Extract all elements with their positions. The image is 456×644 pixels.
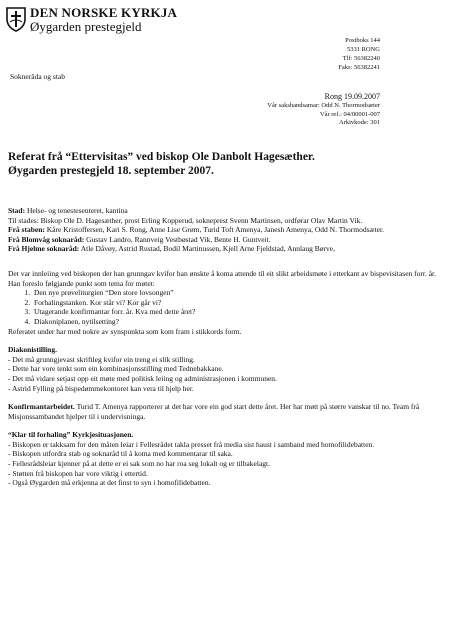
konfirmant-heading: Konfirmantarbeidet. — [8, 402, 75, 412]
agenda-item: 1. Den nye prøveliturgien “Den store lovsongen” — [32, 288, 448, 298]
agenda-item: 4. Diakoniplanen, nytilsetting? — [32, 317, 448, 327]
org-subtitle: Øygarden prestegjeld — [30, 19, 142, 34]
place-label: Stad: — [8, 206, 26, 215]
diakoni-item: - Det må grunngjevast skriftleg kvifor ein treng ei slik stilling. — [8, 354, 195, 364]
address-line: Faks: 56382241 — [338, 64, 380, 71]
spacer — [8, 393, 448, 402]
title-line: Øygarden prestegjeld 18. september 2007. — [8, 165, 214, 177]
place-line — [8, 206, 448, 216]
address-line: Tlf: 56382240 — [342, 55, 380, 62]
present-value: Biskop Ole D. Hagesæther, prost Erling Kopperud, sokneprest Svenn Martinsen, ordførar Olav Martin Vik. — [38, 215, 363, 225]
diakoni-heading: Diakonistilling. — [8, 345, 57, 355]
konfirmant-text: Turid T. Amenya rapporterer at det har vore ein god start dette året. Her har møtt på større vanskar til no. Team frå Misjonssambandet hjelper til i undervisninga. — [8, 402, 420, 421]
address-line: 5331 RONG — [346, 46, 380, 53]
org-name: DEN NORSKE KYRKJA — [30, 5, 178, 20]
hjelme-label: Frå Hjelme soknaråd: — [8, 244, 80, 254]
agenda-item: 2. Forhalingstanken. Kor står vi? Kor går vi? — [32, 298, 448, 308]
document-body — [8, 206, 448, 488]
forhaling-item: - Biskopen utfordra stab og soknaråd til å koma med kommentarar til saka. — [8, 449, 233, 459]
diakoni-item: - Astrid Fylling på bispedømmekontoret kan vera til hjelp her. — [8, 383, 194, 393]
meta-block — [267, 92, 380, 128]
blomvag-label: Frå Blomvåg soknaråd: — [8, 234, 85, 244]
hjelme-line — [8, 244, 448, 254]
forhaling-item: - Biskopen er takksam for den måten leiar i Fellesrådet takla presset frå media sist haust i samband med homofilidebatten. — [8, 439, 375, 449]
blomvag-line — [8, 235, 448, 245]
intro-closing: Referatet under har med nokre av synspunkta som kom fram i stikkords form. — [8, 326, 242, 336]
staff-label: Frå staben: — [8, 225, 45, 235]
reference: Vår ref.: 04/00001-007 — [319, 110, 380, 118]
diakoni-item: - Dette har vore tenkt som ein kombinasjonsstilling med Tednebakkane. — [8, 364, 224, 374]
spacer — [8, 421, 448, 430]
title-line: Referat frå “Ettervisitas” ved biskop Ole Danbolt Hagesæther. — [8, 151, 315, 163]
agenda-list — [8, 288, 448, 326]
address-line: Postboks 144 — [345, 37, 380, 44]
forhaling-item: - Støtten frå biskopen har vore viktig i ettertid. — [8, 468, 148, 478]
staff-line — [8, 225, 448, 235]
forhaling-item: - Også Øygarden må erkjenna at det finst to syn i homofilidebatten. — [8, 478, 211, 488]
blomvag-value: Gustav Landro, Rannveig Vestbøstad Vik, Bente H. Guntveit. — [84, 234, 271, 244]
hjelme-value: Atle Dåvøy, Astrid Rustad, Bodil Martinussen, Kjell Arne Fjeldstad, Annlaug Børve, — [79, 244, 335, 254]
contact-person: Vår sakshandsamar: Odd N. Thormodsæter — [267, 102, 380, 109]
document-title — [8, 150, 438, 178]
present-line — [8, 216, 448, 226]
spacer — [8, 336, 448, 345]
church-cross-logo-icon — [4, 6, 28, 32]
agenda-item: 3. Utagerande konfirmantar forr. år. Kva med dette året? — [32, 307, 448, 317]
spacer — [8, 254, 448, 263]
letter-date: Rong 19.09.2007 — [324, 92, 380, 101]
forhaling-item: - Fellesrådsleiar kjenner på at dette er ei sak som no har roa seg lokalt og er tilbakelagt. — [8, 459, 270, 469]
staff-value: Kåre Kristoffersen, Kari S. Rong, Anne Lise Grøm, Turid Toft Amenya, Janesh Amenya, Odd N. Thormodsæter. — [44, 225, 384, 235]
forhaling-heading: “Klar til forhaling” Kyrkjesituasjonen. — [8, 430, 134, 440]
konfirmant-paragraph — [8, 402, 448, 421]
archive-code: Arkivkode: 301 — [339, 119, 380, 126]
intro-text: Det var innleiing ved biskopen der han grunngav kvifor han ønskte å koma attende til eit slikt arbeidsmøte i etterkant av bispevisitasen forr. år. Han foreslo følgjande punkt som tema for møtet: — [8, 268, 437, 288]
place-value: Helse- og tenestesenteret, kantina — [25, 206, 128, 215]
diakoni-item: - Det må vidare setjast opp eit møte med politisk leiing og administrasjonen i kommunen. — [8, 373, 277, 383]
recipient: Soknerâda og stab — [10, 72, 65, 81]
address-block — [338, 36, 380, 72]
present-label: Til stades: — [8, 215, 39, 225]
